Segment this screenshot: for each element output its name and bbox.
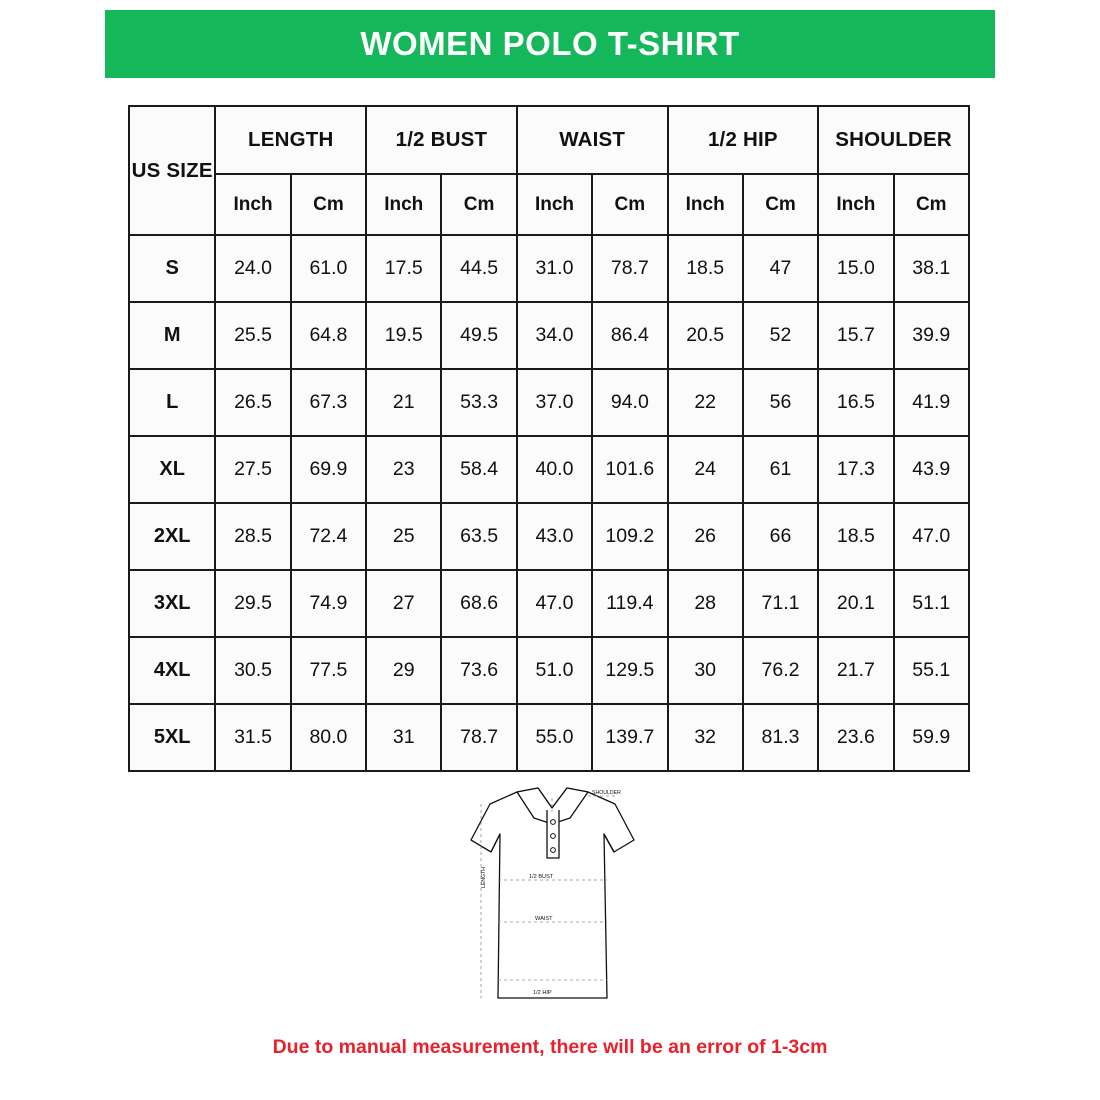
cell-value: 51.0 [517,637,592,704]
cell-value: 55.1 [894,637,969,704]
table-row [129,637,969,704]
cell-value: 55.0 [517,704,592,771]
cell-value: 53.3 [441,369,516,436]
cell-value: 18.5 [668,235,743,302]
cell-value: 30 [668,637,743,704]
cell-value: 119.4 [592,570,667,637]
header-group-shoulder: SHOULDER [818,106,969,174]
cell-value: 25.5 [215,302,290,369]
cell-value: 61.0 [291,235,366,302]
cell-value: 23.6 [818,704,893,771]
header-group-length: LENGTH [215,106,366,174]
row-size-label: 4XL [129,637,215,704]
cell-value: 59.9 [894,704,969,771]
cell-value: 29 [366,637,441,704]
table-row [129,436,969,503]
label-length: LENGTH [481,866,487,888]
cell-value: 72.4 [291,503,366,570]
cell-value: 66 [743,503,818,570]
cell-value: 22 [668,369,743,436]
table-group-header-row [129,106,969,174]
cell-value: 61 [743,436,818,503]
row-size-label: 2XL [129,503,215,570]
cell-value: 31 [366,704,441,771]
cell-value: 56 [743,369,818,436]
cell-value: 16.5 [818,369,893,436]
cell-value: 26 [668,503,743,570]
cell-value: 41.9 [894,369,969,436]
cell-value: 77.5 [291,637,366,704]
cell-value: 68.6 [441,570,516,637]
header-group-half-bust: 1/2 BUST [366,106,517,174]
cell-value: 69.9 [291,436,366,503]
row-size-label: 3XL [129,570,215,637]
unit-bust-inch: Inch [366,174,441,235]
table-unit-header-row [129,174,969,235]
cell-value: 20.1 [818,570,893,637]
cell-value: 73.6 [441,637,516,704]
unit-waist-inch: Inch [517,174,592,235]
row-size-label: L [129,369,215,436]
label-shoulder: SHOULDER [592,790,621,796]
cell-value: 101.6 [592,436,667,503]
cell-value: 18.5 [818,503,893,570]
header-group-waist: WAIST [517,106,668,174]
cell-value: 80.0 [291,704,366,771]
cell-value: 30.5 [215,637,290,704]
measurement-note: Due to manual measurement, there will be an error of 1-3cm [272,1036,828,1058]
cell-value: 81.3 [743,704,818,771]
unit-hip-cm: Cm [743,174,818,235]
cell-value: 27.5 [215,436,290,503]
cell-value: 24.0 [215,235,290,302]
cell-value: 129.5 [592,637,667,704]
label-waist: WAIST [535,916,553,922]
table-row [129,302,969,369]
cell-value: 15.7 [818,302,893,369]
cell-value: 21 [366,369,441,436]
cell-value: 25 [366,503,441,570]
cell-value: 47.0 [894,503,969,570]
cell-value: 39.9 [894,302,969,369]
cell-value: 139.7 [592,704,667,771]
cell-value: 28.5 [215,503,290,570]
cell-value: 34.0 [517,302,592,369]
cell-value: 43.9 [894,436,969,503]
cell-value: 17.3 [818,436,893,503]
unit-waist-cm: Cm [592,174,667,235]
header-group-half-hip: 1/2 HIP [668,106,819,174]
size-table [128,105,970,772]
table-row [129,235,969,302]
label-half-hip: 1/2 HIP [533,990,552,996]
cell-value: 37.0 [517,369,592,436]
cell-value: 20.5 [668,302,743,369]
unit-length-cm: Cm [291,174,366,235]
cell-value: 58.4 [441,436,516,503]
cell-value: 28 [668,570,743,637]
cell-value: 24 [668,436,743,503]
cell-value: 78.7 [441,704,516,771]
cell-value: 15.0 [818,235,893,302]
table-row [129,369,969,436]
table-row [129,570,969,637]
unit-bust-cm: Cm [441,174,516,235]
cell-value: 47 [743,235,818,302]
label-half-bust: 1/2 BUST [529,874,554,880]
header-banner [105,10,995,78]
cell-value: 51.1 [894,570,969,637]
cell-value: 27 [366,570,441,637]
cell-value: 32 [668,704,743,771]
unit-length-inch: Inch [215,174,290,235]
cell-value: 52 [743,302,818,369]
cell-value: 19.5 [366,302,441,369]
cell-value: 86.4 [592,302,667,369]
cell-value: 109.2 [592,503,667,570]
cell-value: 44.5 [441,235,516,302]
unit-shoulder-inch: Inch [818,174,893,235]
cell-value: 40.0 [517,436,592,503]
row-size-label: XL [129,436,215,503]
table-row [129,503,969,570]
header-us-size: US SIZE [129,106,215,235]
page-title: WOMEN POLO T-SHIRT [360,25,740,62]
cell-value: 94.0 [592,369,667,436]
cell-value: 74.9 [291,570,366,637]
cell-value: 47.0 [517,570,592,637]
table-row [129,704,969,771]
cell-value: 38.1 [894,235,969,302]
cell-value: 29.5 [215,570,290,637]
cell-value: 71.1 [743,570,818,637]
cell-value: 49.5 [441,302,516,369]
cell-value: 31.0 [517,235,592,302]
cell-value: 23 [366,436,441,503]
cell-value: 21.7 [818,637,893,704]
cell-value: 63.5 [441,503,516,570]
cell-value: 17.5 [366,235,441,302]
shirt-diagram [455,762,650,1020]
cell-value: 78.7 [592,235,667,302]
size-table-container [128,105,970,772]
cell-value: 64.8 [291,302,366,369]
unit-hip-inch: Inch [668,174,743,235]
row-size-label: M [129,302,215,369]
unit-shoulder-cm: Cm [894,174,969,235]
cell-value: 76.2 [743,637,818,704]
cell-value: 43.0 [517,503,592,570]
row-size-label: 5XL [129,704,215,771]
cell-value: 67.3 [291,369,366,436]
row-size-label: S [129,235,215,302]
cell-value: 26.5 [215,369,290,436]
cell-value: 31.5 [215,704,290,771]
